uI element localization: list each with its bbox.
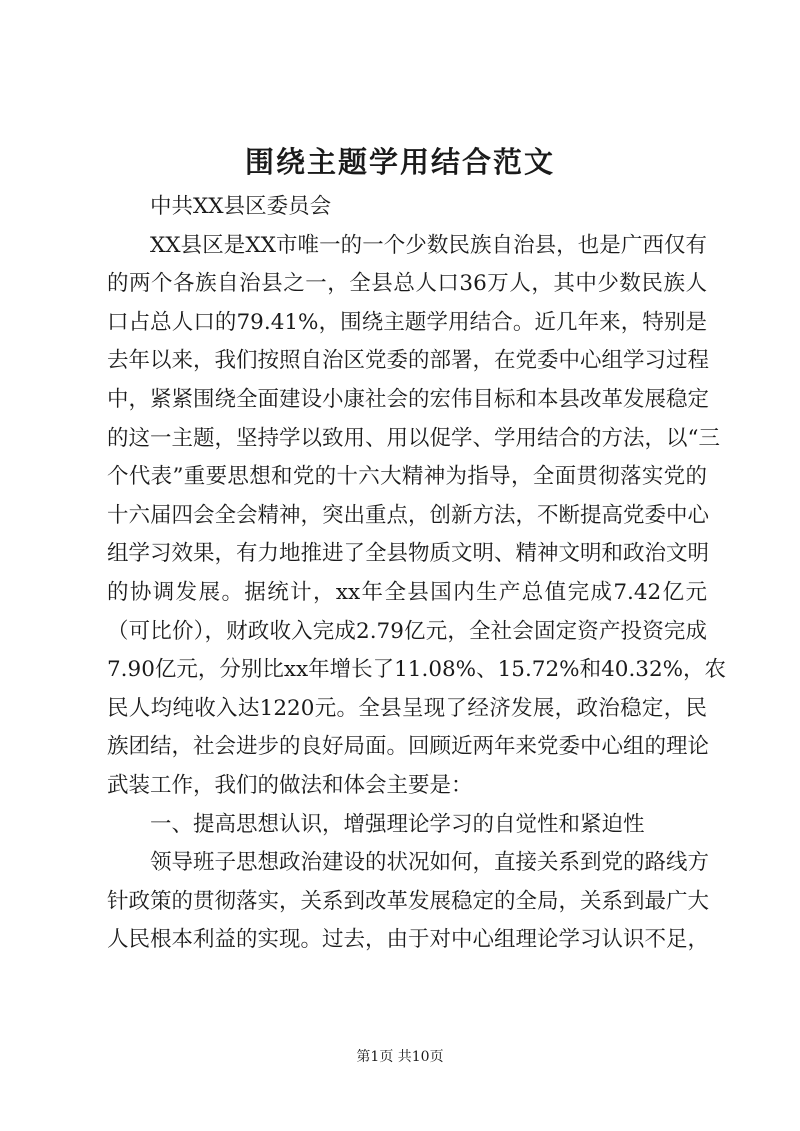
paragraph-line: 个代表”重要思想和党的十六大精神为指导，全面贯彻落实党的 — [107, 464, 707, 490]
paragraph-line: 去年以来，我们按照自治区党委的部署，在党委中心组学习过程 — [107, 348, 710, 374]
paragraph-line: 武装工作，我们的做法和体会主要是： — [107, 772, 473, 798]
author-line: 中共XX县区委员会 — [150, 194, 332, 219]
section-heading: 一、提高思想认识，增强理论学习的自觉性和紧迫性 — [150, 811, 645, 837]
paragraph-line: 7.90亿元，分别比xx年增长了11.08%、15.72%和40.32%，农 — [107, 657, 727, 683]
paragraph-line: 的协调发展。据统计，xx年全县国内生产总值完成7.42亿元 — [107, 579, 707, 605]
paragraph-line: 民人均纯收入达1220元。全县呈现了经济发展，政治稳定，民 — [107, 695, 707, 721]
paragraph-line: 针政策的贯彻落实，关系到改革发展稳定的全局，关系到最广大 — [107, 888, 710, 914]
paragraph-line: 族团结，社会进步的良好局面。回顾近两年来党委中心组的理论 — [107, 734, 710, 760]
paragraph-line: 口占总人口的79.41%，围绕主题学用结合。近几年来，特别是 — [107, 309, 707, 335]
paragraph-line: XX县区是XX市唯一的一个少数民族自治县，也是广西仅有 — [150, 232, 707, 258]
paragraph-line: 中，紧紧围绕全面建设小康社会的宏伟目标和本县改革发展稳定 — [107, 386, 710, 412]
paragraph-line: 的两个各族自治县之一，全县总人口36万人，其中少数民族人 — [107, 271, 707, 297]
paragraph-line: 的这一主题，坚持学以致用、用以促学、学用结合的方法，以“三 — [107, 425, 720, 451]
paragraph-line: 人民根本利益的实现。过去，由于对中心组理论学习认识不足， — [107, 927, 710, 953]
paragraph-line: （可比价），财政收入完成2.79亿元，全社会固定资产投资完成 — [107, 618, 707, 644]
paragraph-line: 组学习效果，有力地推进了全县物质文明、精神文明和政治文明 — [107, 541, 710, 567]
document-body — [107, 188, 727, 960]
paragraph-line: 十六届四会全会精神，突出重点，创新方法，不断提高党委中心 — [107, 502, 710, 528]
document-title: 围绕主题学用结合范文 — [244, 145, 555, 179]
paragraph-line: 领导班子思想政治建设的状况如何，直接关系到党的路线方 — [150, 850, 710, 876]
page-number: 第1页 共10页 — [356, 1049, 444, 1065]
